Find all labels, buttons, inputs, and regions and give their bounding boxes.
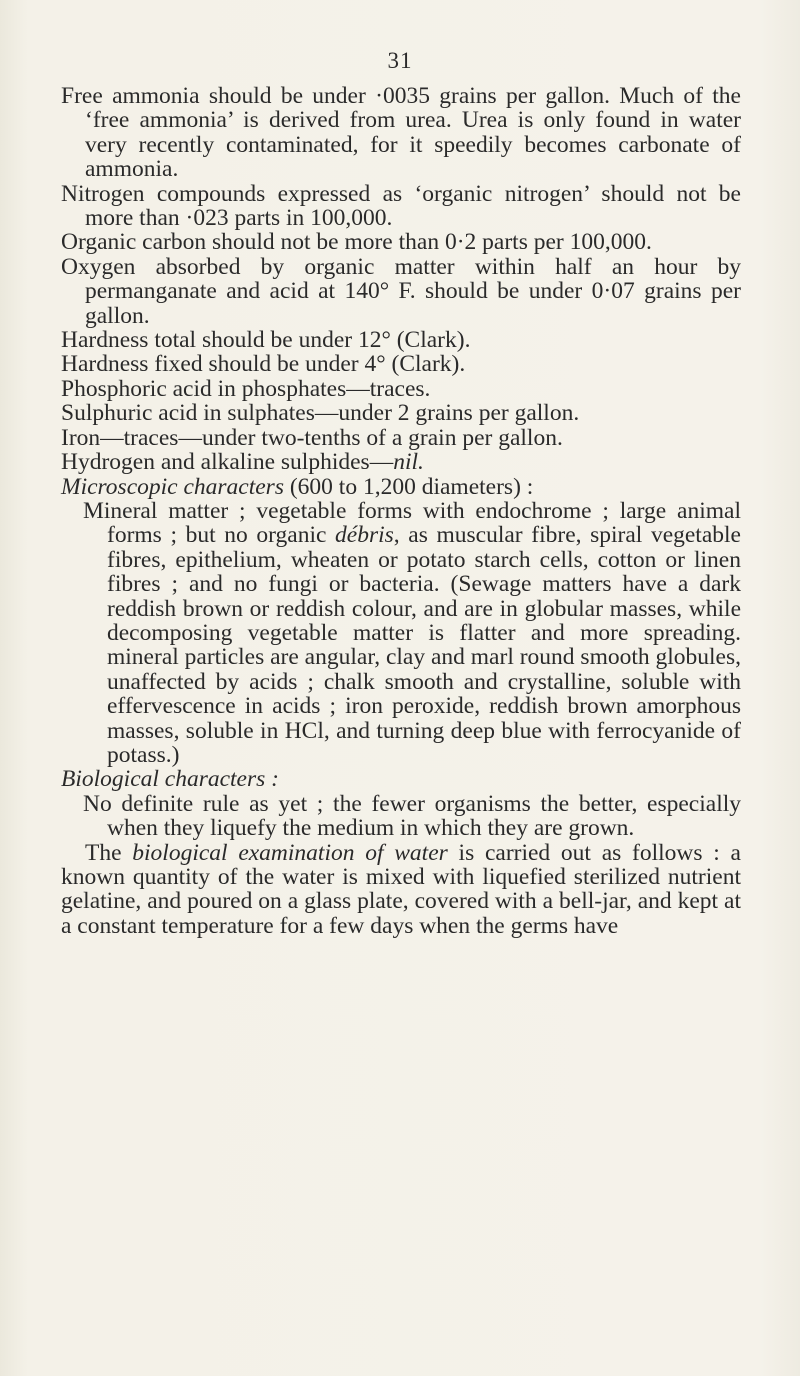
nitrogen-paragraph: Nitrogen compounds expressed as ‘organic nitrogen’ should not be more than ·023 parts in 100,000. <box>61 180 741 232</box>
mineral-text-a: Mineral matter ; vegetable forms with endochrome ; large animal forms ; but no organic <box>83 497 741 549</box>
hardness-total-line: Hardness total should be under 12° (Clark). <box>61 327 471 354</box>
microscopic-heading: Microscopic characters <box>61 473 284 500</box>
page-number: 31 <box>387 48 413 73</box>
mineral-text-b: , as muscular fibre, spiral vegetable fibres, epithelium, wheaten or potato starch cells, cotton or linen fibres ; and no fungi or bacteria. (Sewage matters have a dark reddish brown or reddish colour, and are in globular masses, while decomposing vegetable matter is flatter and more spreading. mineral particles are angular, clay and marl round smooth globules, unaffected by acids ; chalk smooth and crystalline, soluble with effervescence in acids ; iron peroxide, reddish brown amorphous masses, soluble in HCl, and turning deep blue with ferrocyanide of potass.) <box>107 522 742 768</box>
body-text <box>61 84 741 938</box>
no-definite-rule-paragraph: No definite rule as yet ; the fewer organisms the better, especially when they liquefy the medium in which they are grown. <box>83 790 741 842</box>
biological-heading: Biological characters : <box>61 766 279 793</box>
phosphoric-acid-line: Phosphoric acid in phosphates—traces. <box>61 375 431 402</box>
bio-exam-text-b: is carried out as follows : a known quantity of the water is mixed with liquefied sterilized nutrient gelatine, and poured on a glass plate, covered with a bell-jar, and kept at a constant temperature for a few days when the germs have <box>61 839 741 939</box>
microscopic-heading-rest: (600 to 1,200 diameters) : <box>283 473 534 500</box>
mineral-debris: débris <box>335 522 394 549</box>
hydrogen-line <box>61 450 741 474</box>
iron-line: Iron—traces—under two-tenths of a grain per gallon. <box>61 424 563 451</box>
organic-carbon-paragraph: Organic carbon should not be more than 0·2 parts per 100,000. <box>61 229 652 256</box>
sulphuric-acid-paragraph: Sulphuric acid in sulphates—under 2 grains per gallon. <box>61 400 580 427</box>
oxygen-paragraph: Oxygen absorbed by organic matter within half an hour by permanganate and acid at 140° F. should be under 0·07 grains per gallon. <box>61 253 741 329</box>
mineral-matter-paragraph <box>61 499 741 767</box>
bio-exam-italic: biological examination of water <box>132 839 448 866</box>
hydrogen-value: nil. <box>393 449 424 476</box>
microscopic-heading-line <box>61 475 741 499</box>
hardness-fixed-line: Hardness fixed should be under 4° (Clark). <box>61 351 466 378</box>
biological-examination-paragraph <box>61 841 741 939</box>
bio-exam-text-a: The <box>85 839 133 866</box>
hydrogen-text: Hydrogen and alkaline sulphides— <box>61 449 394 476</box>
free-ammonia-paragraph: Free ammonia should be under ·0035 grains per gallon. Much of the ‘free ammonia’ is derived from urea. Urea is only found in water very recently contaminated, for it speedily becomes carbonate of ammonia. <box>61 83 741 183</box>
